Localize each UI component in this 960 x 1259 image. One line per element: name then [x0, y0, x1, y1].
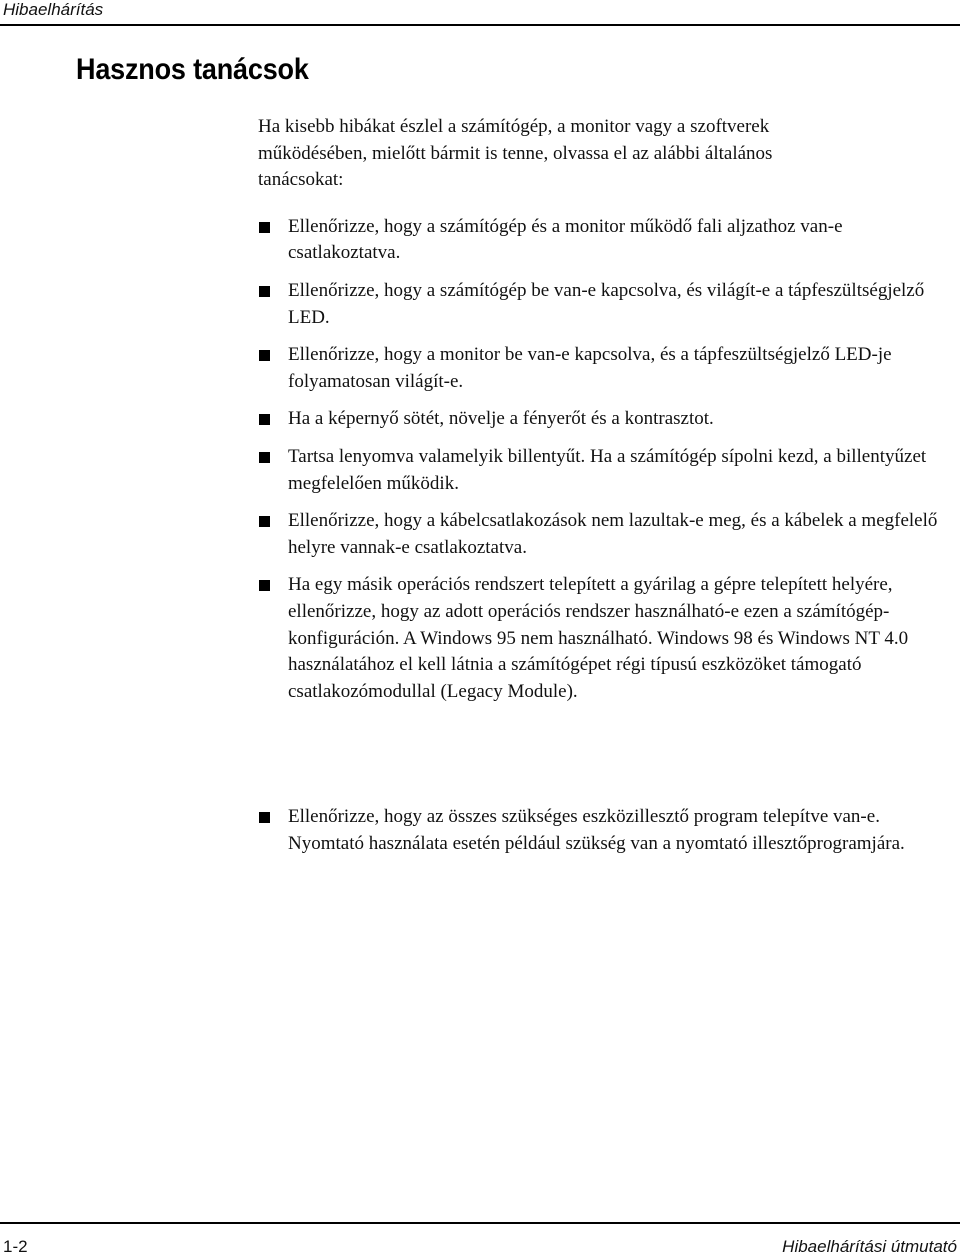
tip-text: Ellenőrizze, hogy a monitor be van-e kapcsolva, és a tápfeszültségjelző LED-je folyamatosan világít-e.: [288, 344, 892, 392]
tip-item: [258, 508, 938, 561]
square-bullet-icon: [259, 350, 270, 361]
page-number: 1-2: [3, 1237, 28, 1256]
main-content: [258, 114, 938, 854]
square-bullet-icon: [259, 580, 270, 591]
tip-item: [258, 804, 938, 857]
square-bullet-icon: [259, 286, 270, 297]
square-bullet-icon: [259, 414, 270, 425]
square-bullet-icon: [259, 516, 270, 527]
footer-rule: [0, 1222, 960, 1224]
tip-text: Ha egy másik operációs rendszert telepített a gyárilag a gépre telepített helyére, ellenőrizze, hogy az adott operációs rendszer használható-e ezen a számítógép-konfiguráción. A Windows 95 nem használható. Windows 98 és Windows NT 4.0 használatához el kell látnia a számítógépet régi típusú eszközöket támogató csatlakozómodullal (Legacy Module).: [288, 574, 909, 702]
square-bullet-icon: [259, 812, 270, 823]
tip-item: [258, 342, 938, 395]
tip-text: Ellenőrizze, hogy a számítógép és a monitor működő fali aljzathoz van-e csatlakoztatva.: [288, 215, 843, 264]
tip-text: Ellenőrizze, hogy az összes szükséges eszközillesztő program telepítve van-e. Nyomtató használata esetén például szükség van a nyomtató illesztőprogramjára.: [288, 806, 905, 854]
page-title: Hasznos tanácsok: [76, 53, 309, 86]
square-bullet-icon: [259, 222, 270, 233]
tips-list-continued: [258, 804, 938, 868]
tip-item: [258, 444, 938, 497]
tip-item: [258, 214, 938, 267]
intro-paragraph: Ha kisebb hibákat észlel a számítógép, a monitor vagy a szoftverek működésében, mielőtt bármit is tenne, olvassa el az alábbi általános tanácsokat:: [258, 116, 773, 191]
tip-text: Ellenőrizze, hogy a kábelcsatlakozások nem lazultak-e meg, és a kábelek a megfelelő helyre vannak-e csatlakoztatva.: [288, 510, 938, 558]
running-header: Hibaelhárítás: [3, 0, 104, 19]
tip-item: [258, 278, 938, 331]
tip-text: Ha a képernyő sötét, növelje a fényerőt és a kontrasztot.: [288, 408, 714, 430]
tip-text: Tartsa lenyomva valamelyik billentyűt. Ha a számítógép sípolni kezd, a billentyűzet megfelelően működik.: [288, 445, 927, 494]
tip-item: [258, 406, 938, 433]
guide-title: Hibaelhárítási útmutató: [782, 1237, 957, 1256]
tips-list: [258, 214, 938, 706]
header-rule: [0, 24, 960, 26]
square-bullet-icon: [259, 452, 270, 463]
tip-text: Ellenőrizze, hogy a számítógép be van-e kapcsolva, és világít-e a tápfeszültségjelző LED.: [288, 279, 925, 328]
tip-item: [258, 572, 938, 705]
